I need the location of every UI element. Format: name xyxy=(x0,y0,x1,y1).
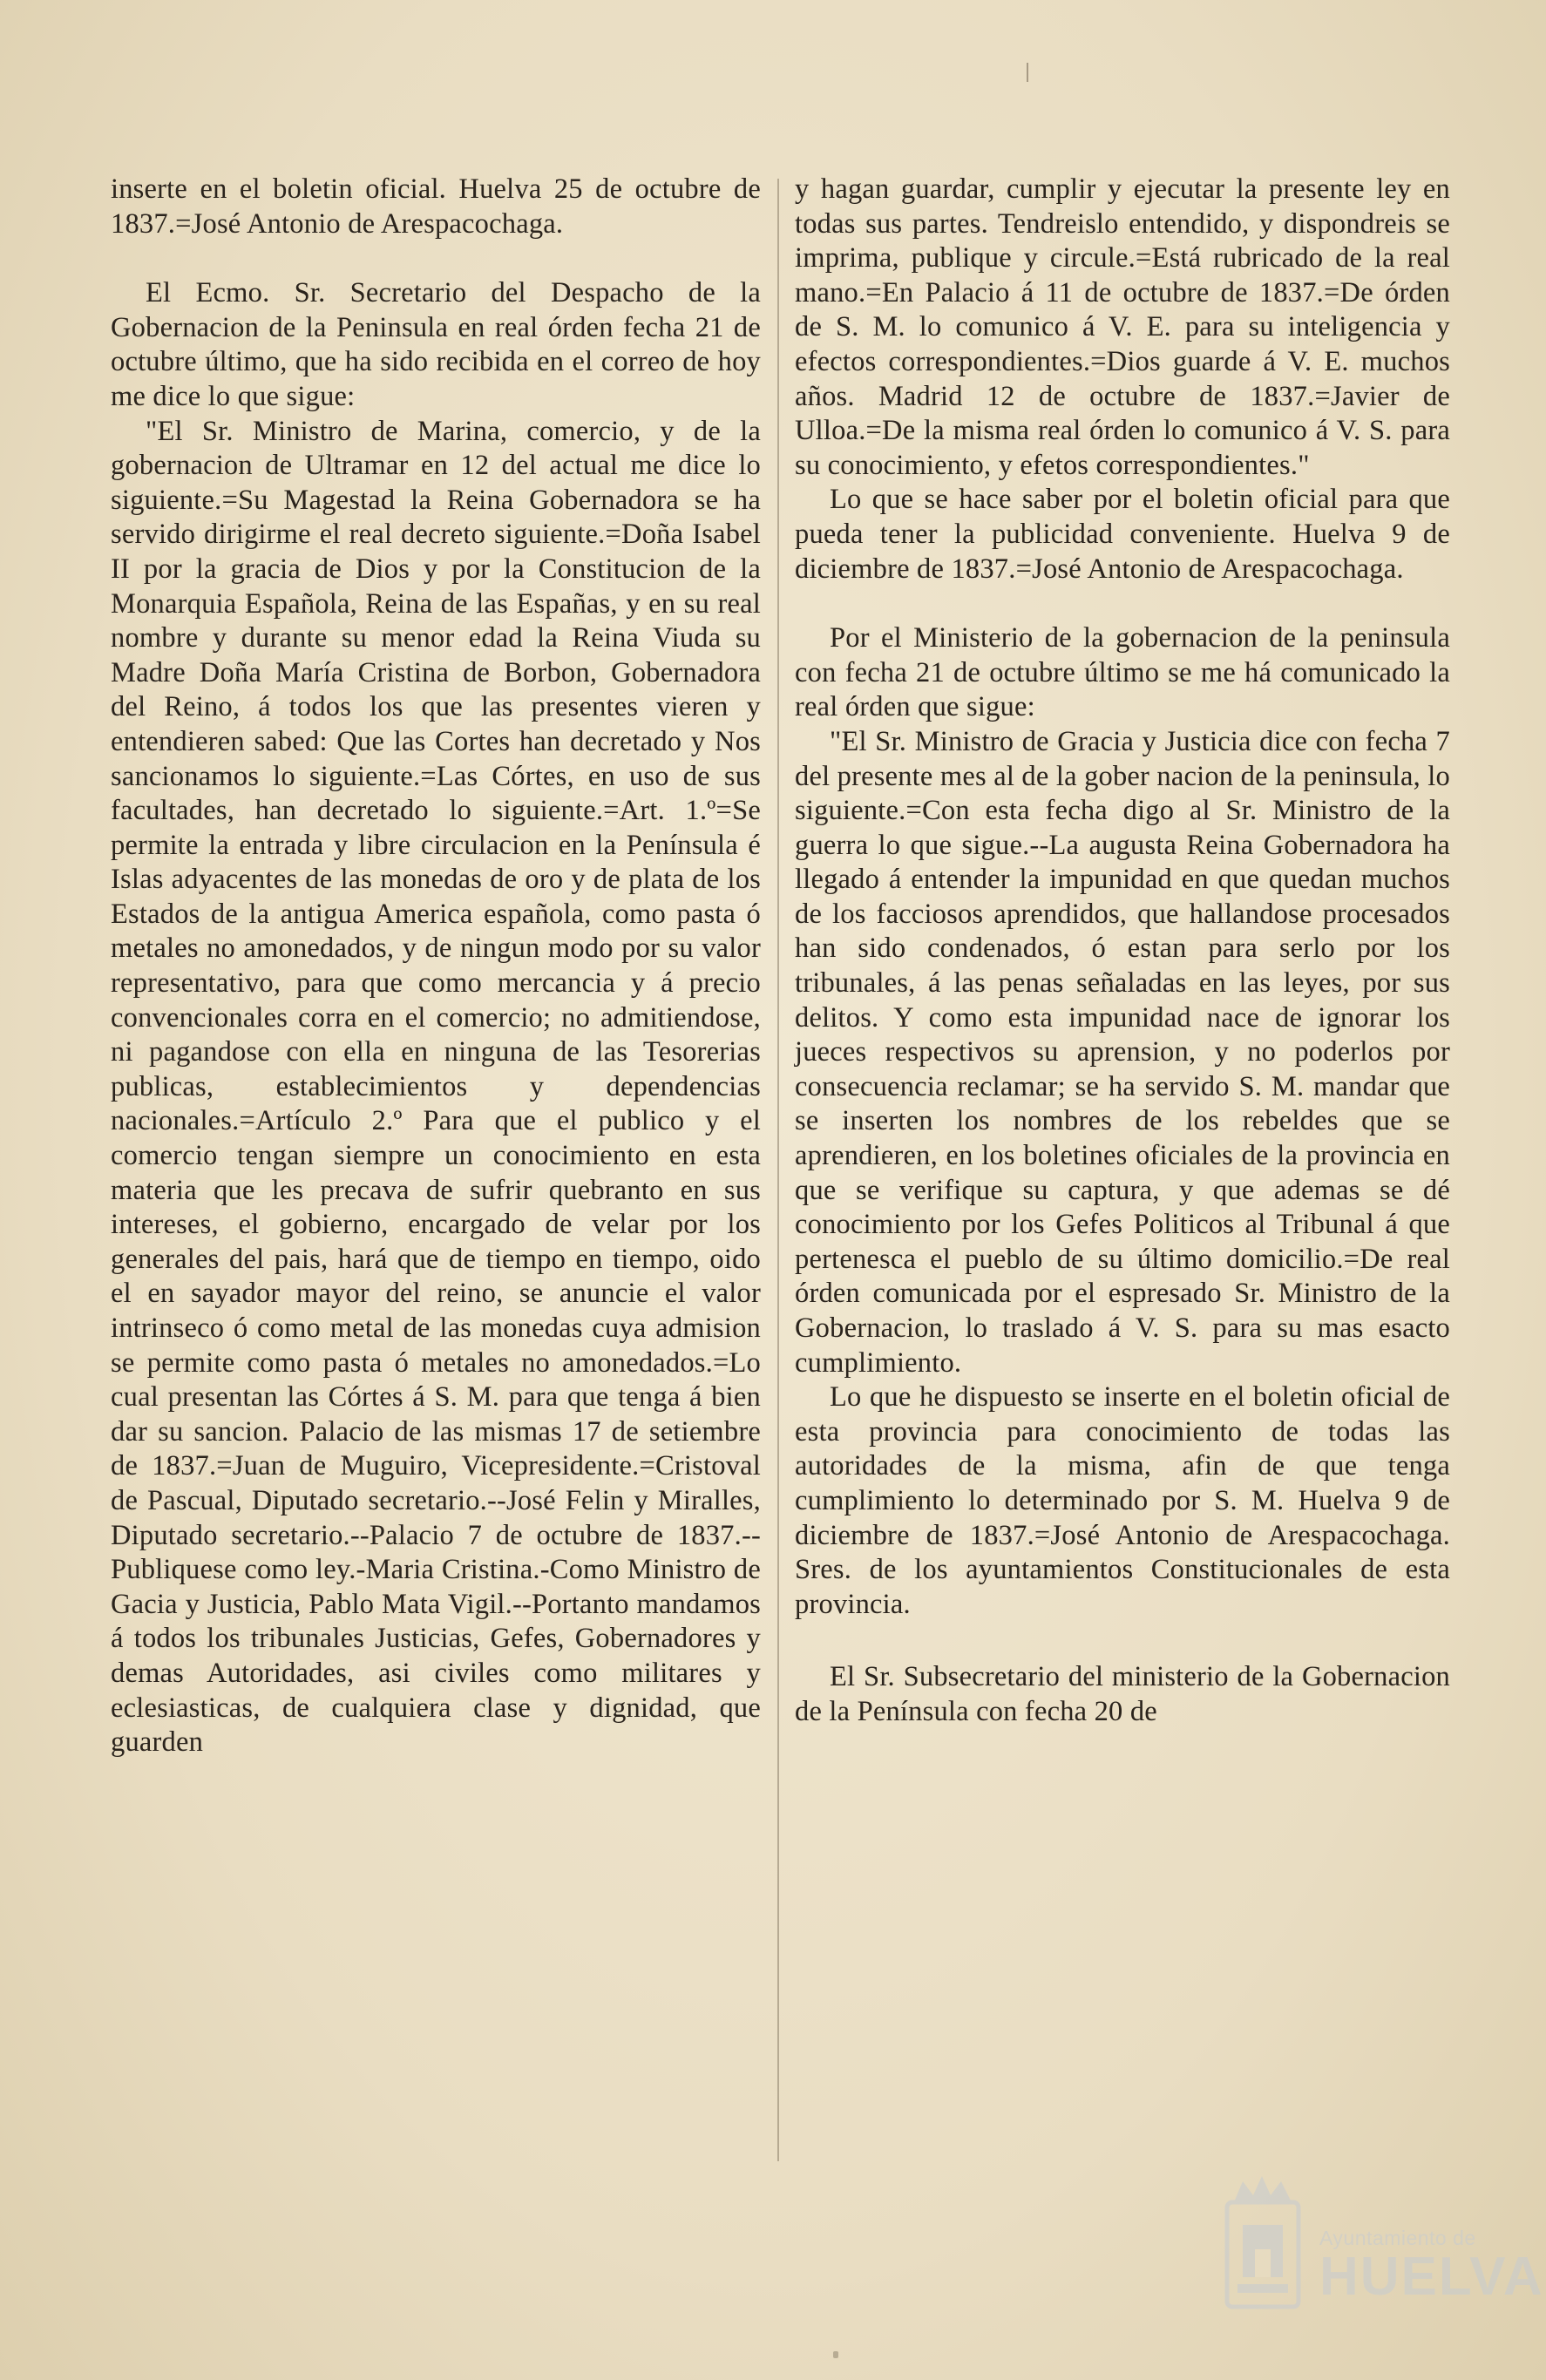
right-paragraph-6: El Sr. Subsecretario del ministerio de la Gobernacion de la Península con fecha 20 de xyxy=(795,1661,1450,1727)
right-paragraph-1: y hagan guardar, cumplir y ejecutar la presente ley en todas sus partes. Tendreislo entendido, y dispondreis se imprima, publique y circule.=Está rubricado de la real mano.=En Palacio á 11 de octubre de 1837.=De órden de S. M. lo comunico á V. E. para su inteligencia y efectos correspondientes.=Dios guarde á V. E. muchos años. Madrid 12 de octubre de 1837.=Javier de Ulloa.=De la misma real órden lo comunico á V. S. para su conocimiento, y efetos correspondientes." xyxy=(795,173,1450,481)
city-watermark xyxy=(1217,2166,1544,2331)
right-paragraph-3: Por el Ministerio de la gobernacion de la peninsula con fecha 21 de octubre último se me há comunicado la real órden que sigue: xyxy=(795,622,1450,723)
right-paragraph-5: Lo que he dispuesto se inserte en el boletin oficial de esta provincia para conocimiento de todas las autoridades de la misma, afin de que tenga cumplimiento lo determinado por S. M. Huelva 9 de diciembre de 1837.=José Antonio de Arespacochaga. Sres. de los ayuntamientos Constitucionales de esta provincia. xyxy=(795,1381,1450,1620)
left-paragraph-2: El Ecmo. Sr. Secretario del Despacho de la Gobernacion de la Peninsula en real órden fecha 21 de octubre último, que ha sido recibida en el correo de hoy me dice lo que sigue: xyxy=(111,277,761,412)
right-column xyxy=(795,173,1450,1730)
left-column xyxy=(111,173,761,1760)
watermark-text xyxy=(1319,2227,1544,2307)
bottom-mark xyxy=(833,2351,838,2358)
right-paragraph-4: "El Sr. Ministro de Gracia y Justicia dice con fecha 7 del presente mes al de la gober nacion de la peninsula, lo siguiente.=Con esta fecha digo al Sr. Ministro de la guerra lo que sigue.--La augusta Reina Gobernadora ha llegado á entender la impunidad en que quedan muchos de los facciosos aprendidos, que hallandose procesados han sido condenados, ó estan para serlo por los tribunales, á las penas señaladas en las leyes, por sus delitos. Y como esta impunidad nace de ignorar los jueces respectivos su aprension, y no poderlos por consecuencia reclamar; se ha servido S. M. mandar que se inserten los nombres de los rebeldes que se aprendieren, en los boletines oficiales de la provincia en que se verifique su captura, y que ademas se dé conocimiento por los Gefes Politicos al Tribunal á que pertenesca el pueblo de su último domicilio.=De real órden comunicada por el espresado Sr. Ministro de la Gobernacion, lo traslado á V. S. para su mas esacto cumplimiento. xyxy=(795,725,1450,1379)
watermark-line1: Ayuntamiento de xyxy=(1319,2227,1476,2249)
top-mark xyxy=(1027,63,1028,82)
left-paragraph-3: "El Sr. Ministro de Marina, comercio, y de la gobernacion de Ultramar en 12 del actual me dice lo siguiente.=Su Magestad la Reina Gobernadora se ha servido dirigirme el real decreto siguiente.=Doña Isabel II por la gracia de Dios y por la Constitucion de la Monarquia Española, Reina de las Españas, y en su real nombre y durante su menor edad la Reina Viuda su Madre Doña María Cristina de Borbon, Gobernadora del Reino, á todos los que las presentes vieren y entendieren sabed: Que las Cortes han decretado y Nos sancionamos lo siguiente.=Las Córtes, en uso de sus facultades, han decretado lo siguiente.=Art. 1.º=Se permite la entrada y libre circulacion en la Península é Islas adyacentes de las monedas de oro y de plata de los Estados de la antigua America española, como pasta ó metales no amonedados, y de ningun modo por su valor representativo, para que como mercancia y á precio convencionales corra en el comercio; no admitiendose, ni pagandose con ella en ninguna de las Tesorerias publicas, establecimientos y dependencias nacionales.=Artículo 2.º Para que el publico y el comercio tengan siempre un conocimiento en esta materia que les precava de sufrir quebranto en sus intereses, el gobierno, encargado de velar por los generales del pais, hará que de tiempo en tiempo, oido el en sayador mayor del reino, se anuncie el valor intrinseco ó como metal de las monedas cuya admision se permite como pasta ó metales no amonedados.=Lo cual presentan las Córtes á S. M. para que tenga á bien dar su sancion. Palacio de las mismas 17 de setiembre de 1837.=Juan de Muguiro, Vicepresidente.=Cristoval de Pascual, Diputado secretario.--José Felin y Miralles, Diputado secretario.--Palacio 7 de octubre de 1837.--Publiquese como ley.-Maria Cristina.-Como Ministro de Gacia y Justicia, Pablo Mata Vigil.--Portanto mandamos á todos los tribunales Justicias, Gefes, Gobernadores y demas Autoridades, asi civiles como militares y eclesiasticas, de cualquiera clase y dignidad, que guarden xyxy=(111,415,761,1759)
watermark-line2: HUELVA xyxy=(1319,2247,1544,2307)
right-paragraph-2: Lo que se hace saber por el boletin oficial para que pueda tener la publicidad conveniente. Huelva 9 de diciembre de 1837.=José Antonio de Arespacochaga. xyxy=(795,484,1450,585)
left-paragraph-1: inserte en el boletin oficial. Huelva 25 de octubre de 1837.=José Antonio de Arespacochaga. xyxy=(111,173,761,240)
column-divider xyxy=(777,179,779,2161)
crest-icon xyxy=(1217,2173,1308,2321)
